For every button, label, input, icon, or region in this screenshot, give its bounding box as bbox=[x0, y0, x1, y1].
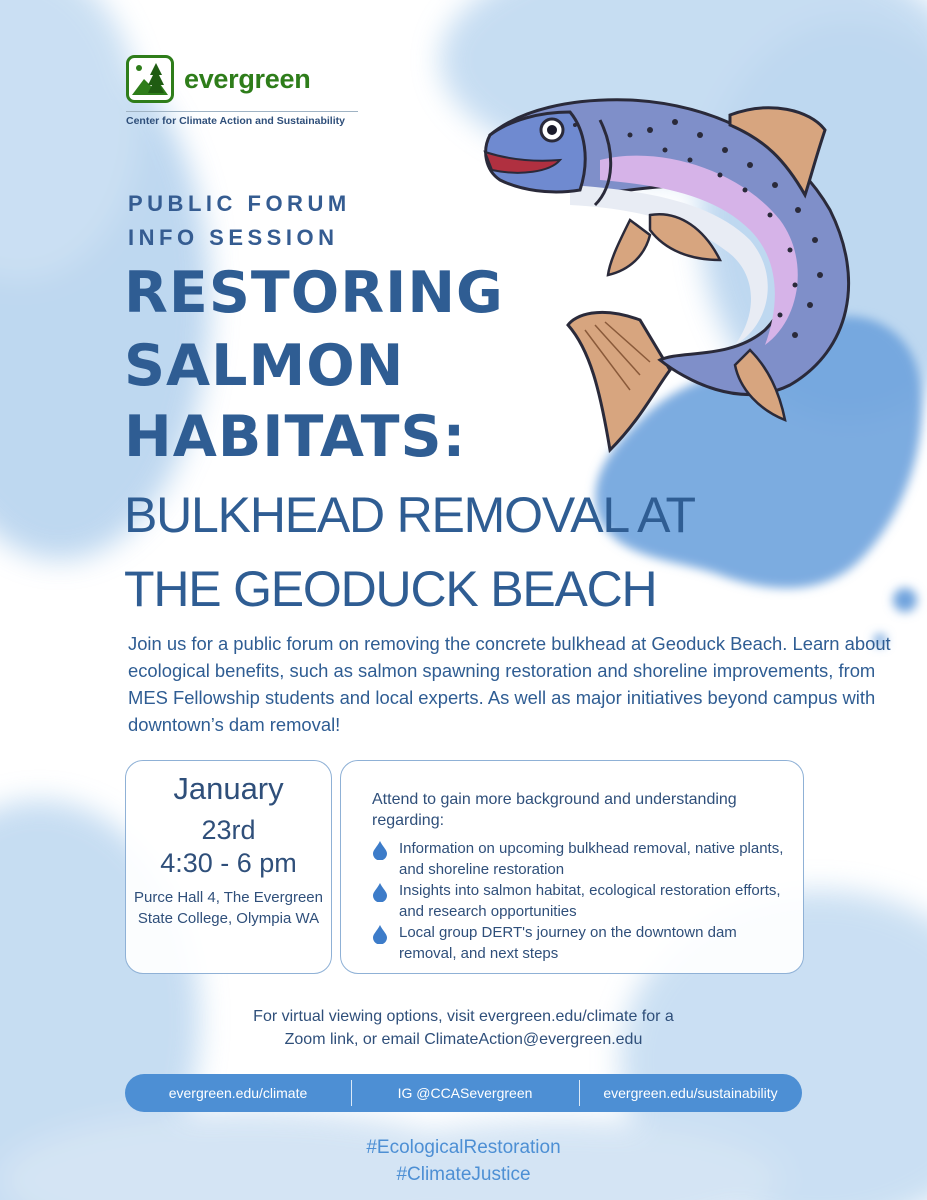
logo-tagline: Center for Climate Action and Sustainability bbox=[126, 115, 345, 127]
link-sustainability[interactable]: evergreen.edu/sustainability bbox=[603, 1085, 778, 1101]
logo-wordmark: evergreen bbox=[184, 64, 311, 94]
details-lead: Attend to gain more background and understanding regarding: bbox=[372, 791, 737, 829]
water-drop-icon bbox=[372, 882, 388, 902]
title-line-1: RESTORING bbox=[124, 260, 504, 326]
event-date-card bbox=[125, 760, 332, 974]
event-details-card bbox=[340, 760, 804, 974]
kicker-public-forum: PUBLIC FORUM bbox=[128, 191, 351, 216]
virtual-line-2: Zoom link, or email ClimateAction@evergreen.edu bbox=[284, 1031, 643, 1048]
logo-divider bbox=[126, 111, 358, 112]
link-instagram[interactable]: IG @CCASevergreen bbox=[397, 1085, 533, 1101]
water-drop-icon bbox=[372, 840, 388, 860]
event-time: 4:30 - 6 pm bbox=[160, 848, 297, 878]
list-item bbox=[372, 922, 792, 964]
salmon-illustration bbox=[480, 90, 860, 460]
event-month: January bbox=[173, 771, 284, 806]
list-item bbox=[372, 880, 792, 922]
subtitle-line-2: THE GEODUCK BEACH bbox=[124, 561, 657, 617]
water-drop-icon bbox=[372, 924, 388, 944]
title-line-2: SALMON bbox=[124, 333, 405, 399]
hashtag-climate-justice: #ClimateJustice bbox=[396, 1164, 531, 1185]
bullet-text: Insights into salmon habitat, ecological restoration efforts, and research opportunities bbox=[399, 882, 781, 920]
evergreen-logo-icon bbox=[126, 55, 174, 103]
event-location: Purce Hall 4, The Evergreen State College, Olympia WA bbox=[134, 889, 323, 927]
links-bar bbox=[125, 1074, 802, 1112]
bullet-text: Local group DERT's journey on the downtown dam removal, and next steps bbox=[399, 924, 737, 962]
kicker-info-session: INFO SESSION bbox=[128, 225, 339, 250]
title-line-3: HABITATS: bbox=[124, 404, 467, 470]
link-climate[interactable]: evergreen.edu/climate bbox=[168, 1085, 308, 1101]
hashtag-ecological-restoration: #EcologicalRestoration bbox=[366, 1137, 561, 1158]
subtitle-line-1: BULKHEAD REMOVAL AT bbox=[124, 487, 695, 543]
virtual-line-1: For virtual viewing options, visit evergreen.edu/climate for a bbox=[253, 1008, 674, 1025]
virtual-viewing-note bbox=[0, 1005, 927, 1051]
bullet-text: Information on upcoming bulkhead removal, native plants, and shoreline restoration bbox=[399, 840, 784, 878]
intro-paragraph: Join us for a public forum on removing the concrete bulkhead at Geoduck Beach. Learn about ecological benefits, such as salmon spawning restoration and shoreline improvements, from MES Fellowship students and local experts. As well as major initiatives beyond campus with downtown’s dam removal! bbox=[128, 633, 891, 735]
event-day: 23rd bbox=[201, 815, 256, 845]
list-item bbox=[372, 838, 792, 880]
